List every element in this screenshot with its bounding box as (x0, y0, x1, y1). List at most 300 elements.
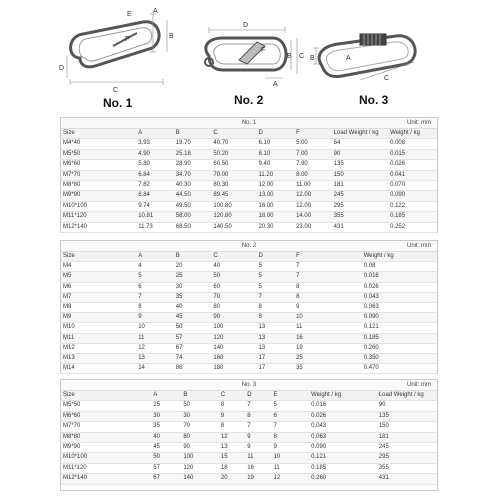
dim-label-e-1: E (127, 11, 132, 18)
table-cell: 30 (174, 282, 212, 292)
table-title: No. 1 (241, 120, 257, 126)
table-cell: 20.30 (256, 222, 294, 232)
column-header: D (245, 391, 271, 401)
table-cell: 14.00 (294, 212, 332, 222)
table-cell: 70.00 (211, 170, 256, 180)
table-cell: 16 (245, 463, 271, 473)
table-cell: 25 (294, 354, 362, 364)
table-cell: 245 (332, 191, 388, 201)
table-row (61, 282, 437, 292)
unit-label: Unit: mm (407, 382, 431, 388)
table-cell: 0.252 (388, 222, 437, 232)
table-cell: 181 (332, 181, 388, 191)
table-cell: 35 (174, 292, 212, 302)
table-caption (61, 241, 437, 252)
dim-label-b-1: B (169, 33, 174, 40)
carabiner-diagram-2 (195, 18, 305, 93)
table-row (61, 354, 437, 364)
column-header: D (256, 129, 294, 139)
table-row (61, 222, 437, 232)
column-header: B (181, 391, 219, 401)
column-header: C (211, 129, 256, 139)
table-cell: M8*80 (61, 432, 151, 442)
table-cell: 17 (256, 354, 294, 364)
table-row (61, 333, 437, 343)
table-cell: 8 (256, 303, 294, 313)
table-cell: 0.470 (362, 364, 437, 374)
table-cell: 70 (211, 292, 256, 302)
table-row (61, 343, 437, 353)
table-cell: 50 (174, 323, 212, 333)
table-cell: 8.84 (136, 191, 174, 201)
table-cell: M13 (61, 354, 136, 364)
table-cell: 0.041 (388, 170, 437, 180)
table-cell: M6 (61, 282, 136, 292)
table-cell: 11 (272, 463, 310, 473)
table-cell: 0.026 (388, 160, 437, 170)
dim-label-a-3: A (346, 55, 351, 62)
table-cell: 12.00 (294, 201, 332, 211)
table-cell: 0.090 (362, 313, 437, 323)
table-cell: 7.80 (294, 160, 332, 170)
table-cell: 5 (272, 401, 310, 411)
column-header: B (174, 252, 212, 262)
table-row (61, 292, 437, 302)
column-header: D (256, 252, 294, 262)
table-cell: 19 (294, 343, 362, 353)
column-header: Size (61, 391, 151, 401)
table-cell: 181 (377, 432, 437, 442)
table-cell: 5 (256, 262, 294, 272)
table-cell: 7.82 (136, 181, 174, 191)
table-row (61, 272, 437, 282)
table-cell: 90 (211, 313, 256, 323)
table-cell: 8.00 (294, 170, 332, 180)
table-cell: 0.043 (362, 292, 437, 302)
table-cell: 7 (245, 422, 271, 432)
table-cell: 5.80 (136, 160, 174, 170)
table-cell: 150 (332, 170, 388, 180)
table-cell: 9 (245, 432, 271, 442)
table-cell: 4.90 (136, 149, 174, 159)
table-cell: M12 (61, 343, 136, 353)
table-cell: 9.74 (136, 201, 174, 211)
table-cell: 54 (332, 139, 388, 149)
table-cell: M6*60 (61, 411, 151, 421)
table-cell: 8 (219, 401, 245, 411)
column-header: Size (61, 252, 136, 262)
table-cell: 86 (174, 364, 212, 374)
dim-label-c-2: D (243, 22, 249, 29)
table-cell: M12*140 (61, 222, 136, 232)
table-cell: M5*50 (61, 149, 136, 159)
table-cell: 0.090 (309, 443, 377, 453)
table-cell: 6.84 (136, 170, 174, 180)
table-cell: 68.50 (174, 222, 212, 232)
table-cell: 6.10 (256, 139, 294, 149)
table-cell: M11 (61, 333, 136, 343)
table-cell: 0.350 (362, 354, 437, 364)
column-header: C (219, 391, 245, 401)
table-cell: 44.50 (174, 191, 212, 201)
table-cell: 7 (272, 422, 310, 432)
table-cell: 140 (181, 474, 219, 484)
table-cell: 4 (136, 262, 174, 272)
table-cell: 10 (272, 453, 310, 463)
table-row (61, 364, 437, 374)
table-cell: 9 (219, 411, 245, 421)
table-cell: 5 (256, 282, 294, 292)
table-cell: 355 (377, 463, 437, 473)
carabiner-diagram-1 (55, 8, 180, 96)
table-cell: 10 (294, 313, 362, 323)
table-cell: 0.260 (309, 474, 377, 484)
table-cell: 5.00 (294, 139, 332, 149)
table-cell: M5 (61, 272, 136, 282)
dim-label-f-1: F (125, 36, 130, 43)
table-cell: 30 (181, 411, 219, 421)
table-cell: 0.015 (388, 149, 437, 159)
table-row (61, 401, 437, 411)
table-cell: 0.122 (388, 201, 437, 211)
table-cell: 74 (174, 354, 212, 364)
table-cell: 13 (256, 333, 294, 343)
table-cell: 9 (136, 313, 174, 323)
table-row (61, 411, 437, 421)
dim-label-f-2: F (261, 47, 266, 54)
spec-table-no1 (60, 117, 438, 233)
column-header: Load Weight / kg (377, 391, 437, 401)
dim-label-c-3: C (384, 75, 390, 82)
table-cell: 5 (136, 272, 174, 282)
table-row (61, 443, 437, 453)
table-row (61, 191, 437, 201)
table-cell: 25 (174, 272, 212, 282)
dim-label-a-1: A (153, 8, 158, 15)
table-cell: M7 (61, 292, 136, 302)
table-title: No. 3 (241, 382, 257, 388)
table-cell: 15 (219, 453, 245, 463)
table-cell: 50 (211, 272, 256, 282)
column-header: F (294, 129, 332, 139)
table-cell: 7 (245, 401, 271, 411)
table-cell: M12*140 (61, 474, 151, 484)
table-cell: 100 (181, 453, 219, 463)
table-cell: 8 (245, 411, 271, 421)
column-header: Size (61, 129, 136, 139)
table-cell: 90 (181, 443, 219, 453)
table-cell: 13 (219, 443, 245, 453)
table-cell: 14 (136, 364, 174, 374)
unit-label: Unit: mm (407, 243, 431, 249)
table-cell: 0.016 (309, 401, 377, 411)
table-cell: 25 (151, 401, 181, 411)
table-title: No. 2 (241, 243, 257, 249)
column-header: F (294, 252, 362, 262)
column-header: A (136, 252, 174, 262)
table-cell: 50.20 (211, 149, 256, 159)
table-cell: M9*90 (61, 443, 151, 453)
table-cell: 12.00 (294, 191, 332, 201)
table-cell: 12 (136, 343, 174, 353)
table-cell: 8 (294, 292, 362, 302)
column-header: Weight / kg (362, 252, 437, 262)
table-cell: M5*50 (61, 401, 151, 411)
column-header: Load Weight / kg (332, 129, 388, 139)
table-cell: 34.70 (174, 170, 212, 180)
table-cell: 28.90 (174, 160, 212, 170)
table-cell: M11*120 (61, 212, 136, 222)
table-row (61, 303, 437, 313)
table-cell: 0.070 (388, 181, 437, 191)
carabiner-diagram-3 (310, 18, 435, 90)
table-cell: 8 (294, 282, 362, 292)
dim-label-d-1: D (59, 65, 65, 72)
dim-label-a-2: A (273, 81, 278, 88)
table-cell: 0.121 (309, 453, 377, 463)
table-cell: 35 (151, 422, 181, 432)
table-cell: 8 (272, 432, 310, 442)
table-cell: 89.45 (211, 191, 256, 201)
data-table (61, 252, 437, 374)
table-cell: 11.73 (136, 222, 174, 232)
table-cell: 0.090 (388, 191, 437, 201)
table-cell: 0.185 (388, 212, 437, 222)
table-cell: 13 (256, 343, 294, 353)
column-header: A (136, 129, 174, 139)
table-cell: M11*120 (61, 463, 151, 473)
table-cell: 8 (136, 303, 174, 313)
table-cell: 12.00 (256, 181, 294, 191)
table-cell: 40 (151, 432, 181, 442)
table-cell: 20 (219, 474, 245, 484)
table-row (61, 201, 437, 211)
table-cell: 135 (332, 160, 388, 170)
table-cell: 40.70 (211, 139, 256, 149)
table-row (61, 453, 437, 463)
table-row (61, 139, 437, 149)
table-cell: 120.80 (211, 212, 256, 222)
table-cell: 80.30 (211, 181, 256, 191)
dim-label-b-2: B (287, 53, 292, 60)
table-cell: 10.81 (136, 212, 174, 222)
table-cell: 160 (211, 354, 256, 364)
table-cell: 11.20 (256, 170, 294, 180)
table-cell: M7*70 (61, 170, 136, 180)
table-cell: 40.30 (174, 181, 212, 191)
table-cell: 431 (377, 474, 437, 484)
table-cell: M4*40 (61, 139, 136, 149)
table-cell: 3.93 (136, 139, 174, 149)
table-cell: 100.80 (211, 201, 256, 211)
table-cell: 0.260 (362, 343, 437, 353)
table-cell: M10 (61, 323, 136, 333)
table-cell: 90 (332, 149, 388, 159)
diagram-label-1: No. 1 (103, 96, 133, 110)
spec-table-no2 (60, 240, 438, 374)
table-cell: 0.185 (362, 333, 437, 343)
table-cell: 120 (211, 333, 256, 343)
table-cell: 45 (151, 443, 181, 453)
table-cell: 0.026 (309, 411, 377, 421)
table-cell: M4 (61, 262, 136, 272)
table-cell: 295 (377, 453, 437, 463)
table-cell: 13 (136, 354, 174, 364)
table-cell: 0.008 (388, 139, 437, 149)
diagram-label-3: No. 3 (359, 93, 389, 107)
table-cell: 355 (332, 212, 388, 222)
table-cell: M14 (61, 364, 136, 374)
table-cell: 7 (294, 272, 362, 282)
column-header: Weight / kg (309, 391, 377, 401)
table-caption (61, 118, 437, 129)
column-header: B (174, 129, 212, 139)
table-cell: 23.00 (294, 222, 332, 232)
table-row (61, 160, 437, 170)
table-cell: 11.00 (294, 181, 332, 191)
table-cell: 45 (174, 313, 212, 323)
table-cell: M10*100 (61, 453, 151, 463)
table-cell: 0.185 (309, 463, 377, 473)
table-cell: 19.70 (174, 139, 212, 149)
table-row (61, 422, 437, 432)
table-cell: 67 (174, 343, 212, 353)
table-cell: 90 (377, 401, 437, 411)
table-cell: 57 (151, 463, 181, 473)
table-cell: 8 (219, 422, 245, 432)
column-header: C (211, 252, 256, 262)
table-cell: 8.10 (256, 149, 294, 159)
table-cell: 140.50 (211, 222, 256, 232)
table-cell: 431 (332, 222, 388, 232)
table-cell: 295 (332, 201, 388, 211)
table-cell: 150 (377, 422, 437, 432)
table-cell: 5 (256, 272, 294, 282)
table-row (61, 432, 437, 442)
table-row (61, 313, 437, 323)
table-cell: 60 (211, 282, 256, 292)
data-table (61, 129, 437, 233)
table-row (61, 181, 437, 191)
table-cell: 80 (181, 432, 219, 442)
table-cell: 9 (245, 443, 271, 453)
table-cell: 9 (294, 303, 362, 313)
table-cell: M9*90 (61, 191, 136, 201)
table-cell: 50 (151, 453, 181, 463)
table-cell: M6*60 (61, 160, 136, 170)
table-cell: 0.08 (362, 262, 437, 272)
table-cell: 245 (377, 443, 437, 453)
column-header: A (151, 391, 181, 401)
table-cell: M9 (61, 313, 136, 323)
table-cell: 13.00 (256, 191, 294, 201)
table-cell: 6 (272, 411, 310, 421)
table-cell: 40 (174, 303, 212, 313)
table-cell: 58.00 (174, 212, 212, 222)
header-row (61, 129, 437, 139)
table-cell: 18.00 (256, 212, 294, 222)
table-cell: 19 (245, 474, 271, 484)
table-cell: M10*100 (61, 201, 136, 211)
table-cell: 8 (256, 313, 294, 323)
table-caption (61, 380, 437, 391)
table-cell: 180 (211, 364, 256, 374)
diagram-row (0, 0, 500, 112)
table-cell: 12 (219, 432, 245, 442)
table-row (61, 474, 437, 484)
table-cell: 9 (272, 443, 310, 453)
dim-label-d-2: C (299, 53, 305, 60)
table-cell: 11 (294, 323, 362, 333)
table-row (61, 262, 437, 272)
table-cell: 6 (136, 282, 174, 292)
table-cell: 70 (181, 422, 219, 432)
table-cell: 49.50 (174, 201, 212, 211)
table-cell: 40 (211, 262, 256, 272)
table-row (61, 170, 437, 180)
dim-label-c-1: C (113, 87, 119, 94)
diagram-label-2: No. 2 (234, 93, 264, 107)
table-row (61, 463, 437, 473)
dim-label-b-3: B (310, 55, 315, 62)
table-cell: 120 (181, 463, 219, 473)
table-cell: 16 (294, 333, 362, 343)
table-cell: 67 (151, 474, 181, 484)
column-header: E (272, 391, 310, 401)
table-cell: M8 (61, 303, 136, 313)
table-cell: 12 (272, 474, 310, 484)
table-row (61, 149, 437, 159)
table-cell: 0.043 (309, 422, 377, 432)
table-row (61, 212, 437, 222)
table-cell: M8*80 (61, 181, 136, 191)
table-cell: 20 (174, 262, 212, 272)
table-cell: 80 (211, 303, 256, 313)
column-header: Weight / kg (388, 129, 437, 139)
table-cell: 140 (211, 343, 256, 353)
table-cell: 17 (256, 364, 294, 374)
table-cell: 16.00 (256, 201, 294, 211)
header-row (61, 391, 437, 401)
table-cell: M7*70 (61, 422, 151, 432)
table-cell: 7.00 (294, 149, 332, 159)
table-cell: 25.18 (174, 149, 212, 159)
table-cell: 7 (294, 262, 362, 272)
table-cell: 0.063 (309, 432, 377, 442)
table-cell: 11 (136, 333, 174, 343)
table-cell: 7 (256, 292, 294, 302)
table-cell: 35 (294, 364, 362, 374)
table-cell: 11 (245, 453, 271, 463)
table-cell: 9.40 (256, 160, 294, 170)
header-row (61, 252, 437, 262)
table-cell: 50 (181, 401, 219, 411)
table-cell: 7 (136, 292, 174, 302)
table-cell: 135 (377, 411, 437, 421)
data-table (61, 391, 437, 485)
unit-label: Unit: mm (407, 120, 431, 126)
table-cell: 0.063 (362, 303, 437, 313)
table-row (61, 323, 437, 333)
table-cell: 13 (256, 323, 294, 333)
table-cell: 100 (211, 323, 256, 333)
table-cell: 0.026 (362, 282, 437, 292)
table-cell: 30 (151, 411, 181, 421)
table-cell: 18 (219, 463, 245, 473)
spec-table-no3 (60, 379, 438, 491)
table-cell: 60.50 (211, 160, 256, 170)
table-cell: 10 (136, 323, 174, 333)
